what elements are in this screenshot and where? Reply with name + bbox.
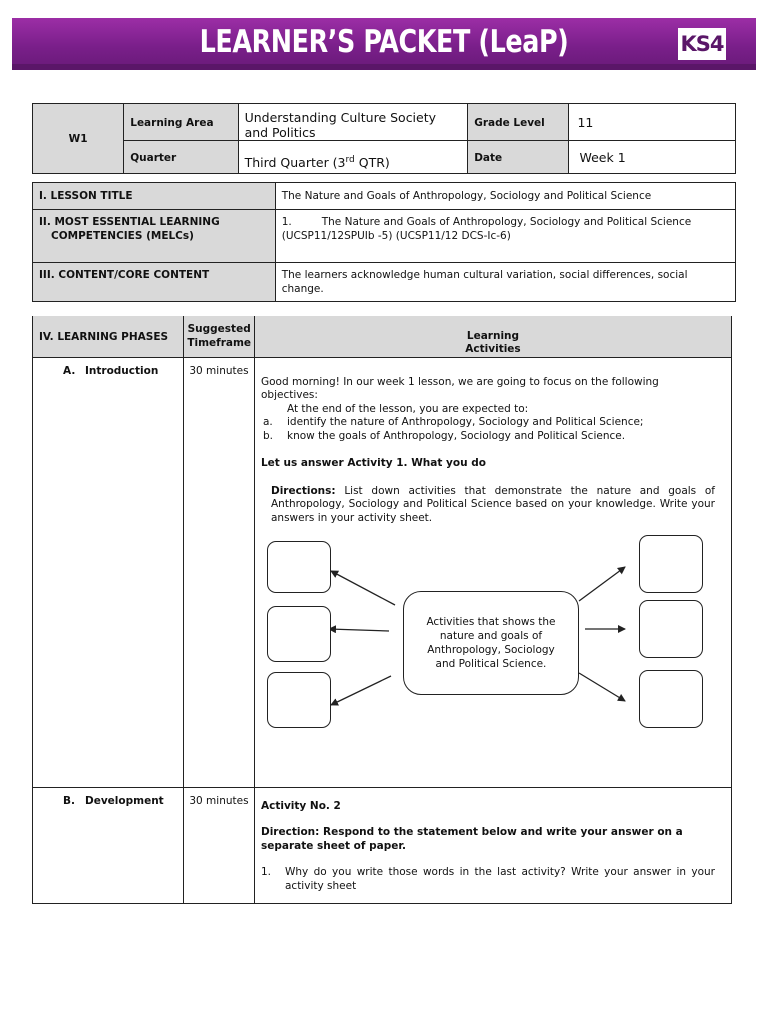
- objective-b-text: know the goals of Anthropology, Sociology and Political Science.: [286, 429, 626, 442]
- dev-question-1-number: 1.: [260, 866, 272, 878]
- dev-activities-cell: [254, 787, 731, 903]
- quarter-value-prefix: Third Quarter (3: [244, 155, 346, 170]
- objective-a: [261, 416, 715, 430]
- week-code: W1: [68, 133, 88, 145]
- learning-area-value: Understanding Culture Society and Politics: [244, 110, 437, 140]
- intro-label: Introduction: [85, 364, 159, 377]
- arrow-bottom-left: [331, 676, 391, 705]
- directions-text: List down activities that demonstrate the nature and goals of Anthropology, Sociology and Political Science based on your knowledge. Write your answers in your activity sheet.: [270, 484, 715, 524]
- directions-paragraph: [261, 485, 715, 526]
- melc-label-line-1: II. MOST ESSENTIAL LEARNING: [39, 216, 220, 228]
- lesson-title-label: I. LESSON TITLE: [39, 190, 133, 202]
- melc-number: 1.: [281, 216, 292, 228]
- ks4-badge: KS4: [678, 28, 726, 60]
- activity-2-heading: Activity No. 2: [260, 799, 341, 812]
- activities-header-cell: [254, 316, 731, 357]
- directions-label: Directions:: [270, 484, 336, 497]
- phase-header-cell: [33, 316, 184, 357]
- diagram-center-box: [403, 591, 579, 695]
- quarter-value-cell: [238, 141, 468, 174]
- activities-header-line-2: Activities: [465, 342, 521, 355]
- timeframe-header-cell: [184, 316, 255, 357]
- melc-value-line-1: [282, 215, 729, 229]
- diagram-center-text: Activities that shows the nature and goals of Anthropology, Sociology and Political Science.: [426, 616, 556, 670]
- grade-level-value-cell: [569, 104, 736, 141]
- arrow-mid-left: [329, 629, 389, 631]
- content-label-cell: [33, 263, 276, 302]
- answer-box-left-2[interactable]: [267, 606, 331, 662]
- grade-level-label-cell: [468, 104, 569, 141]
- week-code-cell: [33, 104, 124, 174]
- intro-time: 30 minutes: [189, 364, 249, 377]
- learning-area-value-cell: [238, 104, 468, 141]
- melc-value-text: The Nature and Goals of Anthropology, Sociology and Political Science: [321, 216, 692, 228]
- content-value: The learners acknowledge human cultural variation, social differences, social change.: [281, 269, 688, 295]
- arrow-top-right: [579, 567, 625, 601]
- arrow-bottom-right: [579, 673, 625, 701]
- lesson-title-value-cell: [275, 183, 735, 210]
- date-label: Date: [474, 151, 503, 164]
- activity-1-diagram: [267, 539, 715, 739]
- header-banner: [12, 18, 756, 70]
- objective-a-letter: a.: [262, 416, 273, 428]
- date-label-cell: [468, 141, 569, 174]
- objective-b: [261, 430, 715, 444]
- intro-greeting: Good morning! In our week 1 lesson, we are going to focus on the following objectives:: [260, 375, 659, 401]
- learning-area-label: Learning Area: [130, 116, 214, 129]
- activity-1-heading: Let us answer Activity 1. What you do: [260, 457, 486, 469]
- banner-bottom-strip: [12, 64, 756, 70]
- dev-direction: Direction: Respond to the statement below and write your answer on a separate sheet of paper.: [260, 826, 683, 852]
- dev-time-cell: [184, 787, 255, 903]
- objective-a-text: identify the nature of Anthropology, Sociology and Political Science;: [286, 416, 644, 428]
- intro-expected: At the end of the lesson, you are expected to:: [286, 402, 529, 415]
- dev-time: 30 minutes: [189, 794, 249, 807]
- activities-header-line-1: Learning: [466, 329, 520, 342]
- melc-value-cell: [275, 210, 735, 263]
- dev-label: Development: [85, 794, 164, 807]
- content-value-cell: [275, 263, 735, 302]
- content-label: III. CONTENT/CORE CONTENT: [39, 269, 210, 281]
- learning-phases-table: [32, 316, 732, 904]
- dev-question-1-text: Why do you write those words in the last activity? Write your answer in your activity sheet: [284, 866, 715, 892]
- melc-value-line-2: (UCSP11/12SPUIb -5) (UCSP11/12 DCS-Ic-6): [281, 230, 511, 242]
- intro-letter: A.: [63, 364, 76, 377]
- quarter-label-cell: [124, 141, 238, 174]
- objective-b-letter: b.: [262, 429, 273, 442]
- dev-label-cell: [33, 787, 184, 903]
- dev-question-1: [261, 866, 729, 893]
- grade-level-value: 11: [577, 114, 594, 130]
- date-value-cell: [569, 141, 736, 174]
- dev-letter: B.: [63, 794, 75, 807]
- quarter-value-suffix: QTR): [354, 155, 390, 170]
- answer-box-right-2[interactable]: [639, 600, 703, 658]
- learning-area-label-cell: [124, 104, 238, 141]
- phase-header: IV. LEARNING PHASES: [39, 330, 169, 343]
- lesson-title-value: The Nature and Goals of Anthropology, Sociology and Political Science: [281, 190, 652, 202]
- intro-activities-cell: [254, 357, 731, 787]
- lesson-table: [32, 182, 736, 302]
- lesson-title-label-cell: [33, 183, 276, 210]
- intro-time-cell: [184, 357, 255, 787]
- date-value: Week 1: [579, 149, 626, 165]
- answer-box-left-3[interactable]: [267, 672, 331, 728]
- quarter-value-sup: rd: [345, 154, 355, 165]
- info-table: [32, 103, 736, 174]
- answer-box-right-1[interactable]: [639, 535, 703, 593]
- grade-level-label: Grade Level: [474, 116, 545, 129]
- quarter-label: Quarter: [130, 151, 177, 164]
- packet-title: LEARNER’S PACKET (LeaP): [199, 24, 569, 60]
- melc-label-cell: [33, 210, 276, 263]
- arrow-top-left: [331, 571, 395, 605]
- answer-box-right-3[interactable]: [639, 670, 703, 728]
- timeframe-header: Suggested Timeframe: [187, 323, 252, 350]
- melc-label-line-2: COMPETENCIES (MELCs): [51, 230, 194, 242]
- answer-box-left-1[interactable]: [267, 541, 331, 593]
- intro-label-cell: [33, 357, 184, 787]
